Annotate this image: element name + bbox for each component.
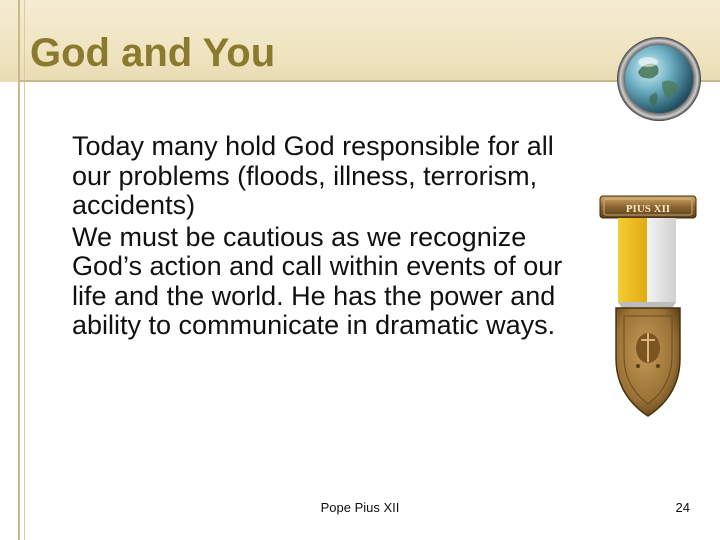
earth-globe-icon <box>616 36 702 122</box>
body-paragraph-1: Today many hold God responsible for all our problems (floods, illness, terrorism, accidents) <box>72 131 554 220</box>
body-paragraph-2: We must be cautious as we recognize God’s action and call within events of our life and the world. He has the power and ability to communicate in dramatic ways. <box>72 221 563 340</box>
footer-text: Pope Pius XII <box>320 500 400 515</box>
slide-body <box>72 132 572 343</box>
medal-inscription: PIUS XII <box>625 203 671 215</box>
papal-medal-icon <box>596 190 700 424</box>
title-underline <box>18 80 720 82</box>
slide-title: God and You <box>30 31 276 75</box>
slide-number: 24 <box>675 500 690 515</box>
